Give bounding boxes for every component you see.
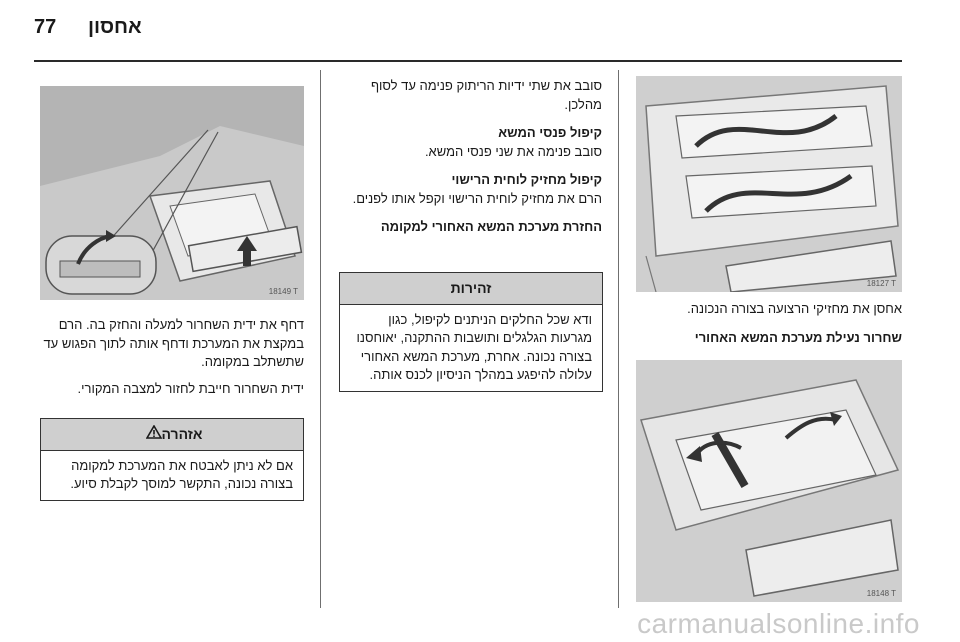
heading-return-system: החזרת מערכת המשא האחורי למקומה [380,219,602,234]
paragraph-handle-return: ידית השחרור חייבת לחזור למצבה המקורי. [77,380,304,396]
paragraph-fold-plate-holder: הרם את מחזיק לוחית הרישוי וקפל אותו לפנים. [352,190,602,206]
figure-code: 18127 T [866,279,896,288]
heading-fold-plate-holder: קיפול מחזיק לוחית הרישוי [451,172,602,187]
figure-caption: אחסן את מחזיקי הרצועה בצורה הנכונה. [687,301,902,316]
header-rule [34,60,902,62]
watermark-text: carmanualsonline.info [637,608,920,639]
middle-column-text [338,77,602,237]
figure-release-handle [40,86,304,300]
release-handle-illustration [40,86,304,300]
section-heading-unlock: שחרור נעילת מערכת המשא האחורי [694,329,902,345]
column-divider-right [618,70,619,608]
warning-triangle-icon [146,425,162,444]
figure-strap-holders [636,76,902,292]
right-column-text [636,300,902,347]
unlock-levers-illustration [636,360,902,602]
column-divider-left [320,70,321,608]
page-number: 77 [34,16,57,38]
paragraph-fold-lights: סובב פנימה את שני פנסי המשא. [424,143,602,159]
figure-unlock-levers [636,360,902,602]
left-column-text [40,316,304,398]
figure-code: 18149 T [268,287,298,296]
caution-title: זהירות [340,273,602,305]
paragraph-push-release: דחף את ידית השחרור למעלה והחזק בה. הרם במקצת את המערכת ודחף אותה לתוך הפגוש עד שתשתלב במקומה. [43,317,304,369]
strap-holders-illustration [636,76,902,292]
warning-header [41,419,303,451]
warning-box [40,418,304,501]
paragraph-turn-levers: סובב את שתי ידיות הריתוק פנימה עד לסוף מהלכן. [370,78,602,112]
figure-code: 18148 T [866,589,896,598]
warning-body: אם לא ניתן לאבטח את המערכת למקומה בצורה נכונה, התקשר למוסך לקבלת סיוע. [70,457,293,491]
caution-body: ודא שכל החלקים הניתנים לקיפול, כגון מגרעות הגלגלים ותושבות ההתקנה, יאוחסנו בצורה נכונה. אחרת, מערכת המשא האחורי עלולה להיפגע במהלך הניסיון לכנס אותה. [356,311,592,382]
caution-box [339,272,603,392]
warning-title: אזהרה [161,426,203,442]
heading-fold-lights: קיפול פנסי המשא [498,125,602,140]
page-title: אחסון [88,16,142,38]
